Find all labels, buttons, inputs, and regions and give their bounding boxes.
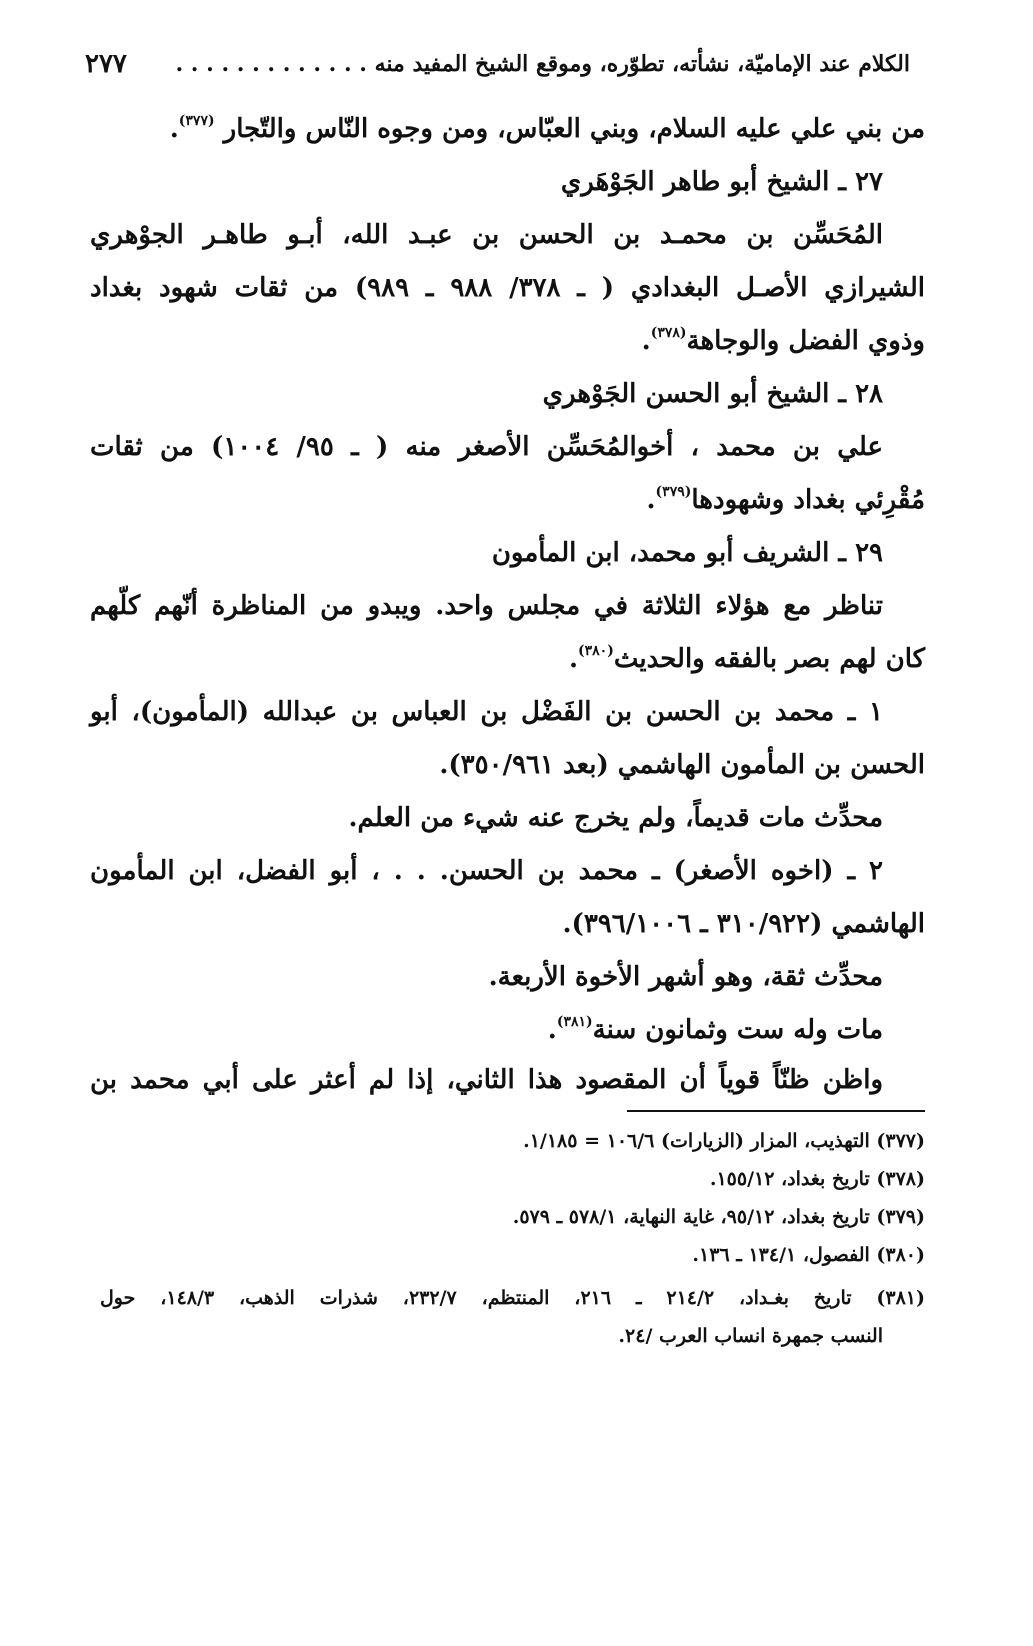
body-line: من بني علي عليه السلام، وبني العبّاس، ومن وجوه النّاس والتّجار $^{(٣٧٧)}$. [169,113,925,144]
body-line: وذوي الفضل والوجاهة$^{(٣٧٨)}$. [641,325,925,356]
footnote-continuation: النسب جمهرة انساب العرب /٢٤. [618,1325,883,1347]
body-line: مُقْرِئي بغداد وشهودها$^{(٣٧٩)}$. [646,484,925,515]
footnote: (٣٨٠) الفصول، ١٣٤/١ ـ ١٣٦. [692,1244,925,1266]
running-header [85,42,910,86]
page-number: ٢٧٧ [85,49,127,79]
body-line: الهاشمي (٣١٠/٩٢٢ ـ ٣٩٦/١٠٠٦). [562,909,925,939]
footnote: (٣٧٩) تاريخ بغداد، ٩٥/١٢، غاية النهاية، ٥٧٨/١ ـ ٥٧٩. [512,1206,925,1228]
footnote-ref: (٣٧٩) [655,484,692,500]
footnote: (٣٧٨) تاريخ بغداد، ١٥٥/١٢. [709,1168,925,1190]
footnote-ref: (٣٨١) [556,1014,593,1030]
body-line: الشيرازي الأصـل البغدادي ( ـ ٣٧٨/ ٩٨٨ ـ ٩٨٩) من ثقات شهود بغداد [90,273,925,303]
body-line: محدِّث مات قديماً، ولم يخرج عنه شيء من العلم. [348,803,883,833]
footnote: (٣٨١) تاريخ بغـداد، ٢١٤/٢ ـ ٢١٦، المنتظم، ٢٣٢/٧، شذرات الذهب، ١٤٨/٣، حول [100,1287,926,1309]
body-line: ٢ ـ (اخوه الأصغر) ـ محمد بن الحسن. . . ، أبو الفضل، ابن المأمون [90,856,883,886]
footnote-ref: (٣٧٨) [650,325,687,341]
section-heading: ٢٧ ـ الشيخ أبو طاهر الجَوْهَري [560,167,883,197]
body-line: تناظر مع هؤلاء الثلاثة في مجلس واحد. ويبدو من المناظرة أنّهم كلّهم [90,591,883,621]
body-line: المُحَسِّن بن محمـد بن الحسن بن عبـد الله، أبـو طاهـر الجوْهري [90,220,883,250]
body-line: مات وله ست وثمانون سنة$^{(٣٨١)}$. [547,1014,883,1045]
footnote-ref: (٣٧٧) [178,113,215,129]
footnote-separator [627,1110,925,1112]
body-line: الحسن بن المأمون الهاشمي (بعد ٣٥٠/٩٦١). [439,750,925,780]
body-line: واظن ظنّاً قوياً أن المقصود هذا الثاني، إذا لم أعثر على أبي محمد بن [90,1065,883,1095]
footnote-ref: (٣٨٠) [578,643,614,659]
footnote: (٣٧٧) التهذيب، المزار (الزيارات) ١٠٦/٦ = ١/١٨٥. [523,1130,925,1152]
body-line: علي بن محمد ، أخوالمُحَسِّن الأصغر منه ( ـ ٩٥/ ١٠٠٤) من ثقات [90,432,883,462]
body-line: كان لهم بصر بالفقه والحديث$^{(٣٨٠)}$. [568,643,925,674]
section-heading: ٢٩ ـ الشريف أبو محمد، ابن المأمون [491,538,883,568]
running-title: الكلام عند الإماميّة، نشأته، تطوّره، وموقع الشيخ المفيد منه . . . . . . . . . . . . . [175,51,910,77]
section-heading: ٢٨ ـ الشيخ أبو الحسن الجَوْهري [542,379,883,409]
body-line: محدِّث ثقة، وهو أشهر الأخوة الأربعة. [488,962,883,992]
body-line: ١ ـ محمد بن الحسن بن الفَضْل بن العباس بن عبدالله (المأمون)، أبو [90,697,883,727]
